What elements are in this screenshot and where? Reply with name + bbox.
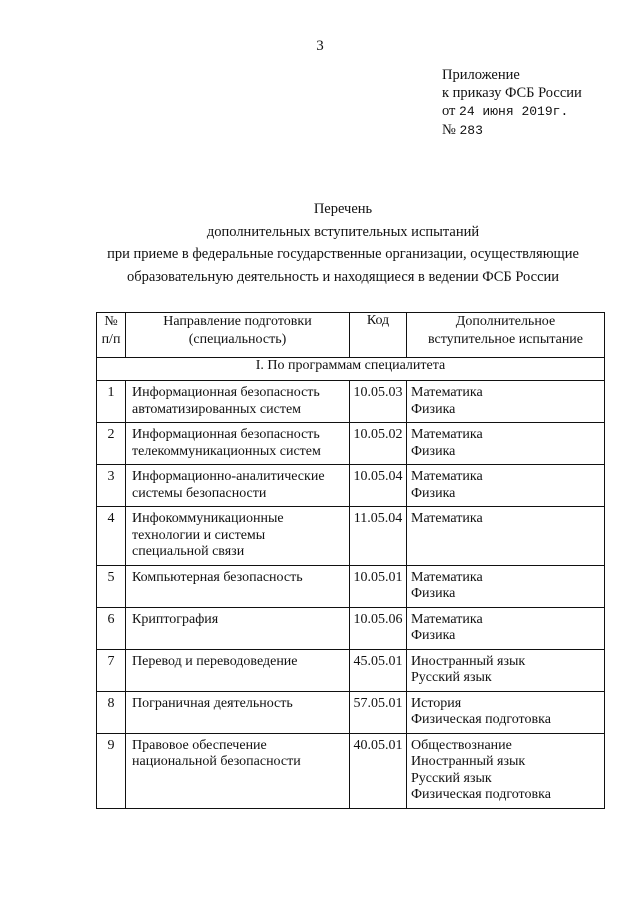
row-number: 9 <box>97 733 126 808</box>
row-number: 3 <box>97 465 126 507</box>
row-direction <box>126 733 350 808</box>
direction-line: Пограничная деятельность <box>132 695 293 711</box>
direction-line: Криптография <box>132 611 219 627</box>
test-line: Физика <box>411 443 456 459</box>
direction-line: Инфокоммуникационные <box>132 511 284 526</box>
table-row <box>97 691 605 733</box>
test-line: Русский язык <box>411 770 492 786</box>
header-direction: Направление подготовки (специальность) <box>126 313 350 358</box>
test-line: Математика <box>411 427 483 442</box>
test-line: Иностранный язык <box>411 754 526 769</box>
direction-line: Информационная безопасность <box>132 427 320 442</box>
test-line: Физическая подготовка <box>411 787 551 802</box>
row-tests <box>407 607 605 649</box>
table-row <box>97 565 605 607</box>
direction-line: телекоммуникационных систем <box>132 443 321 459</box>
row-tests <box>407 423 605 465</box>
test-line: Математика <box>411 611 483 627</box>
row-direction <box>126 565 350 607</box>
table-row <box>97 607 605 649</box>
direction-line: Информационная безопасность <box>132 385 320 400</box>
appendix-date-prefix: от <box>442 103 460 119</box>
test-line: Обществознание <box>411 737 512 753</box>
exams-table <box>96 312 605 809</box>
row-tests <box>407 507 605 566</box>
direction-line: специальной связи <box>132 544 245 559</box>
row-direction <box>126 607 350 649</box>
row-number: 4 <box>97 507 126 566</box>
direction-line: Информационно-аналитические <box>132 469 325 484</box>
row-code: 45.05.01 <box>350 649 407 691</box>
appendix-date-line <box>442 102 582 121</box>
test-line: Физическая подготовка <box>411 712 551 727</box>
direction-line: Правовое обеспечение <box>132 737 267 753</box>
section-row <box>97 358 605 381</box>
appendix-block <box>442 66 582 140</box>
appendix-number-prefix: № <box>442 122 460 138</box>
row-code: 10.05.01 <box>350 565 407 607</box>
table-row <box>97 423 605 465</box>
table-row <box>97 507 605 566</box>
row-code: 10.05.03 <box>350 381 407 423</box>
row-tests <box>407 565 605 607</box>
row-number: 5 <box>97 565 126 607</box>
header-test: Дополнительное вступительное испытание <box>407 313 605 358</box>
row-number: 7 <box>97 649 126 691</box>
title-line-2: дополнительных вступительных испытаний <box>206 223 480 240</box>
title-line-1: Перечень <box>313 201 373 217</box>
test-line: Физика <box>411 628 456 643</box>
row-direction <box>126 507 350 566</box>
row-tests <box>407 649 605 691</box>
test-line: История <box>411 695 462 711</box>
test-line: Физика <box>411 485 456 501</box>
title-line-3: при приеме в федеральные государственные организации, осуществляющие <box>107 246 579 262</box>
test-line: Математика <box>411 469 483 484</box>
row-code: 10.05.06 <box>350 607 407 649</box>
row-code: 40.05.01 <box>350 733 407 808</box>
appendix-order-ref: к приказу ФСБ России <box>442 85 582 101</box>
appendix-number-line <box>442 121 582 140</box>
row-direction <box>126 465 350 507</box>
row-number: 6 <box>97 607 126 649</box>
test-line: Математика <box>411 511 483 526</box>
section-title: I. По программам специалитета <box>97 358 605 381</box>
test-line: Физика <box>411 586 456 601</box>
direction-line: национальной безопасности <box>132 754 301 769</box>
appendix-label: Приложение <box>442 67 520 83</box>
direction-line: автоматизированных систем <box>132 401 302 417</box>
table-row <box>97 381 605 423</box>
row-direction <box>126 423 350 465</box>
header-num: № п/п <box>97 313 126 358</box>
row-tests <box>407 691 605 733</box>
direction-line: технологии и системы <box>132 527 266 543</box>
row-direction <box>126 381 350 423</box>
table-header-row <box>97 313 605 358</box>
row-number: 2 <box>97 423 126 465</box>
test-line: Русский язык <box>411 670 492 685</box>
table-row <box>97 465 605 507</box>
table-row <box>97 649 605 691</box>
table-row <box>97 733 605 808</box>
row-tests <box>407 465 605 507</box>
row-code: 10.05.04 <box>350 465 407 507</box>
direction-line: Компьютерная безопасность <box>132 569 303 585</box>
document-title <box>60 198 626 288</box>
row-number: 1 <box>97 381 126 423</box>
test-line: Математика <box>411 385 483 400</box>
page-number: 3 <box>316 38 324 54</box>
row-tests <box>407 733 605 808</box>
row-code: 10.05.02 <box>350 423 407 465</box>
row-number: 8 <box>97 691 126 733</box>
row-code: 11.05.04 <box>350 507 407 566</box>
test-line: Математика <box>411 569 483 585</box>
appendix-date: 24 июня 2019г. <box>459 104 569 119</box>
title-line-4: образовательную деятельность и находящиеся в ведении ФСБ России <box>126 268 560 285</box>
test-line: Физика <box>411 401 456 417</box>
direction-line: системы безопасности <box>132 485 267 501</box>
row-tests <box>407 381 605 423</box>
appendix-number: 283 <box>459 123 483 138</box>
header-code: Код <box>350 313 407 358</box>
row-direction <box>126 691 350 733</box>
test-line: Иностранный язык <box>411 653 526 669</box>
direction-line: Перевод и переводоведение <box>132 653 298 669</box>
row-direction <box>126 649 350 691</box>
row-code: 57.05.01 <box>350 691 407 733</box>
